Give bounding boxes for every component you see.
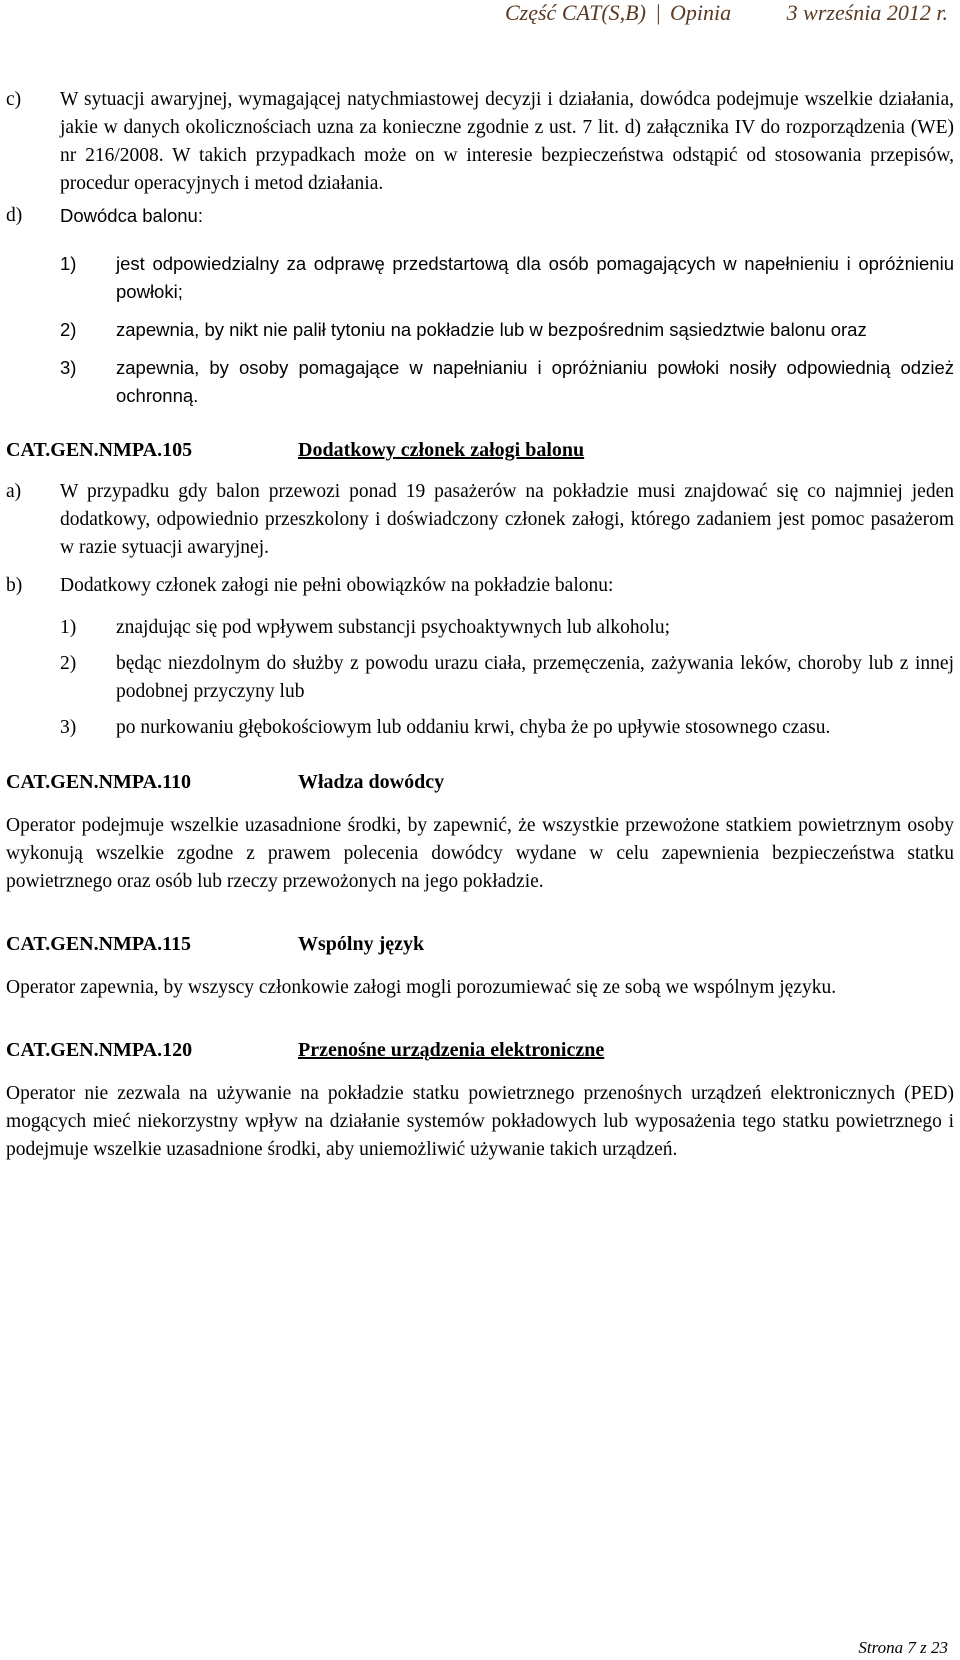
list-item [60,714,954,742]
paragraph-text: Dodatkowy członek załogi nie pełni obowiązków na pokładzie balonu: [60,575,614,596]
paragraph-text: Dowódca balonu: [60,205,203,226]
paragraph-c [6,86,954,198]
list-item-text: zapewnia, by nikt nie palił tytoniu na pokładzie lub w bezpośrednim sąsiedztwie balonu oraz [116,319,867,340]
list-marker: 1) [60,617,77,638]
list-item [60,316,954,344]
list-marker: 3) [60,357,77,378]
list-marker: 3) [60,717,77,738]
list-item-text: po nurkowaniu głębokościowym lub oddaniu krwi, chyba że po upływie stosownego czasu. [116,717,831,738]
section-heading [6,436,954,464]
section-title: Władza dowódcy [298,771,445,793]
list-marker: a) [6,481,22,502]
paragraph-text: W przypadku gdy balon przewozi ponad 19 pasażerów na pokładzie musi znajdować się co najmniej jeden dodatkowy, odpowiednio przeszkolony i doświadczony członek załogi, którego zadaniem jest pomoc pasażerom w razie sytuacji awaryjnej. [60,481,954,558]
document-body [6,86,954,1164]
paragraph-a [6,478,954,562]
section-heading [6,930,954,958]
paragraph-d [6,202,954,230]
list-item-text: jest odpowiedzialny za odprawę przedstartową dla osób pomagających w napełnieniu i opróżnieniu powłoki; [116,253,954,302]
section-title: Przenośne urządzenia elektroniczne [298,1039,605,1061]
list-marker: 2) [60,653,77,674]
section-code: CAT.GEN.NMPA.120 [6,1039,193,1061]
header-date: 3 września 2012 r. [786,0,948,25]
section-code: CAT.GEN.NMPA.105 [6,439,193,461]
page-header [505,0,948,26]
section-code: CAT.GEN.NMPA.115 [6,933,191,955]
list-marker: d) [6,205,23,226]
section-title: Wspólny język [298,933,425,955]
list-item-text: będąc niezdolnym do służby z powodu urazu ciała, przemęczenia, zażywania leków, choroby lub z innej podobnej przyczyny lub [116,653,954,702]
header-section: Opinia [670,0,732,25]
list-marker: c) [6,89,22,110]
section-paragraph: Operator zapewnia, by wszyscy członkowie załogi mogli porozumiewać się ze sobą we wspólnym języku. [6,977,837,998]
section-paragraph: Operator podejmuje wszelkie uzasadnione środki, by zapewnić, że wszystkie przewożone statkiem powietrznym osoby wykonują wszelkie zgodne z prawem polecenia dowódcy wydane w celu zapewnienia bezpieczeństwa statku powietrznego oraz osób lub rzeczy przewożonych na jego pokładzie. [6,815,954,892]
page-number: Strona 7 z 23 [858,1638,948,1657]
header-separator: | [654,0,662,25]
list-item [60,650,954,706]
section-paragraph: Operator nie zezwala na używanie na pokładzie statku powietrznego przenośnych urządzeń elektronicznych (PED) mogących mieć niekorzystny wpływ na działanie systemów pokładowych lub wyposażenia tego statku powietrznego i podejmuje wszelkie uzasadnione środki, aby uniemożliwić używanie takich urządzeń. [6,1083,954,1160]
paragraph-text: W sytuacji awaryjnej, wymagającej natychmiastowej decyzji i działania, dowódca podejmuje wszelkie działania, jakie w danych okolicznościach uzna za konieczne zgodnie z ust. 7 lit. d) załącznika IV do rozporządzenia (WE) nr 216/2008. W takich przypadkach może on w interesie bezpieczeństwa odstąpić od stosowania przepisów, procedur operacyjnych i metod działania. [60,89,954,194]
list-item [60,354,954,410]
list-item [60,250,954,306]
header-part: Część CAT(S,B) [505,0,646,25]
section-title: Dodatkowy członek załogi balonu [298,439,585,461]
list-item [60,614,954,642]
list-marker: b) [6,575,23,596]
list-item-text: zapewnia, by osoby pomagające w napełnianiu i opróżnianiu powłoki nosiły odpowiednią odzież ochronną. [116,357,954,406]
list-marker: 2) [60,319,77,340]
section-heading [6,1036,954,1064]
paragraph-b [6,572,954,600]
section-heading [6,768,954,796]
list-item-text: znajdując się pod wpływem substancji psychoaktywnych lub alkoholu; [116,617,671,638]
list-marker: 1) [60,253,77,274]
section-code: CAT.GEN.NMPA.110 [6,771,191,793]
